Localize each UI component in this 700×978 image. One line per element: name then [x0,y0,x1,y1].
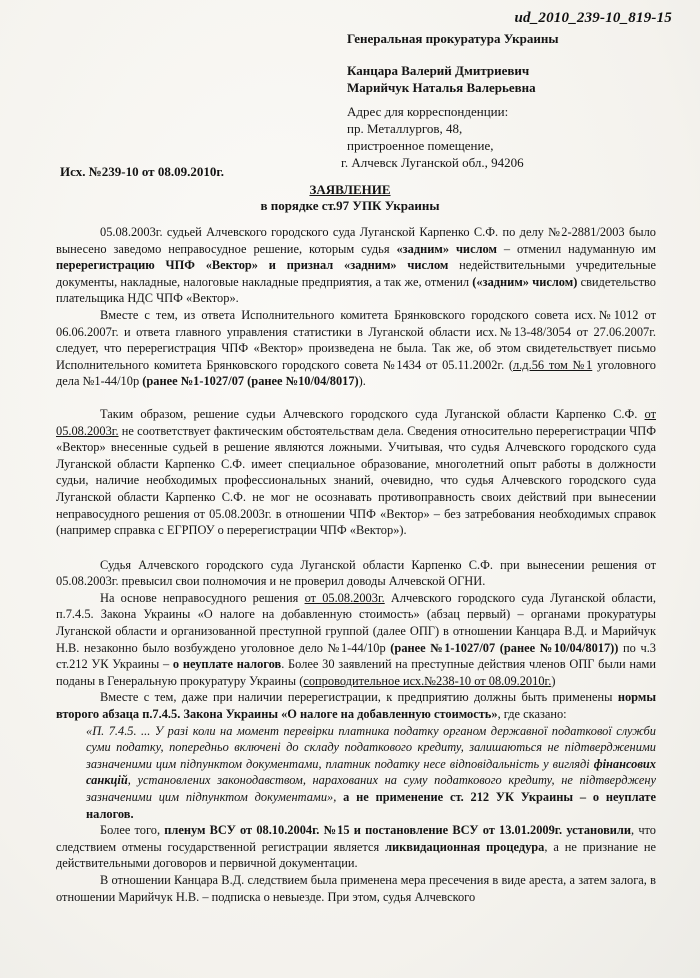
outgoing-reference: Исх. №239-10 от 08.09.2010г. [60,164,225,179]
p5-text-d: (ранее №1-1027/07 (ранее №10/04/8017)) [390,640,619,655]
sender-address [341,103,524,171]
paragraph-6 [56,689,656,722]
address-city: г. Алчевск Луганской обл., 94206 [341,155,524,170]
p5-text-f: о неуплате налогов [172,657,282,672]
p5-text-c: Алчевского городского суда Луганской области, п.7.4.5. Закона Украины «О налоге на добавленную стоимость» (абзац первый) – органами прокуратуры Луганской области и организованной преступной группой (далее ОПГ) в отношении Канцара В.Д. и Марийчук Н.В. незаконно было возбуждено уголовное дело №1-44/10р [56,590,656,655]
p5-text-g: . Более 30 заявлений на преступные действия членов ОПГ были нами поданы в Генеральную прокуратуру Украины ( [56,657,656,688]
p6-text-c: , где сказано: [497,707,567,722]
p1-text-c: – отменил надуманную им [496,241,656,256]
p2-text-d: (ранее №1-1027/07 (ранее №10/04/8017) [142,374,359,389]
sender-names [347,62,536,96]
document-title [0,182,700,214]
p7-text-c: , что следствием отмены государственной регистрации является [56,823,656,854]
p6-text-a: Вместе с тем, даже при наличии перерегистрации, к предприятию должны быть применены [100,690,618,705]
p7-text-d: ликвидационная процедура [385,839,545,854]
document-body [56,224,656,905]
title-line-2: в порядке ст.97 УПК Украины [260,198,440,213]
p6-text-b: нормы второго абзаца п.7.4.5. Закона Украины «О налоге на добавленную стоимость» [56,690,656,722]
p3-text-a: Таким образом, решение судьи Алчевского городского суда Луганской области Карпенко С.Ф. [100,406,645,421]
paragraph-1 [56,224,656,307]
p5-text-a: На основе неправосудного решения [100,590,305,605]
address-street: пр. Металлургов, 48, [347,121,463,136]
sender-name-2: Марийчук Наталья Валерьевна [347,80,536,95]
document-id-stamp: ud_2010_239-10_819-15 [514,10,672,26]
paragraph-3 [56,406,656,539]
p1-text-f: («задним» числом) [472,274,578,289]
p7-text-e: , а не признание не действительными договоров и первичной документации. [56,839,656,871]
quote-text-b: фінансових санкцій [86,756,656,788]
p2-text-b: л.д.56 том №1 [513,357,593,372]
p5-text-i: ) [551,673,556,688]
addressee-org: Генеральная прокуратура Украины [347,31,559,46]
p2-text-c: уголовного дела №1-44/10р [56,357,656,389]
address-label: Адрес для корреспонденции: [347,104,509,119]
p3-text-b: от 05.08.2003г. [56,406,656,438]
paragraph-2 [56,307,656,390]
p1-text-a: 05.08.2003г. судьей Алчевского городского суда Луганской Карпенко С.Ф. по делу №2-2881/2003 было вынесено заведомо неправосудное решение, которым судья [56,225,656,256]
quote-text-d: а не применение ст. 212 УК Украины – о неуплате налогов. [86,790,656,821]
p1-text-b: «задним» числом [396,241,497,256]
quote-text-c: , установлених законодавством, нарахованих на суму податкового кредиту, не підтверджену зазначеними цим підпунктом документами», [86,773,656,804]
paragraph-4: Судья Алчевского городского суда Луганской области Карпенко С.Ф. при вынесении решения от 05.08.2003г. превысил свои полномочия и не проверил доводы Алчевской ОГНИ. [56,557,656,589]
paragraph-7 [56,822,656,872]
paragraph-8: В отношении Канцара В.Д. следствием была применена мера пресечения в виде ареста, а затем залога, в отношении Марийчук Н.В. – подписка о невыезде. При этом, судья Алчевского [56,872,656,904]
quote-text-a: «П. 7.4.5. ... У разі коли на момент перевірки платника податку органом державної податкової служби суми податку, попередньо включені до складу податкового кредиту, залишаються не підтвердженими зазначеними цим підпунктом документами, платник податку несе відповідальність у вигляді [86,723,656,771]
law-quote [56,723,656,823]
p5-text-h: сопроводительное исх.№238-10 от 08.09.2010г. [303,673,552,688]
p5-text-e: по ч.3 ст.212 УК Украины – [56,640,656,672]
p7-text-a: Более того, [100,823,165,838]
title-line-1: ЗАЯВЛЕНИЕ [309,182,391,197]
p2-text-e: ). [358,374,366,389]
paragraph-5 [56,590,656,690]
p1-text-g: свидетельство плательщика НДС ЧПФ «Вектор». [56,274,656,306]
address-room: пристроенное помещение, [347,138,494,153]
p5-text-b: от 05.08.2003г. [304,590,385,605]
p1-text-e: недействительными учредительные документы, накладные, налоговые накладные предприятия, а так же, отменил [56,258,656,289]
p1-text-d: перерегистрацию ЧПФ «Вектор» и признал «задним» числом [56,258,449,273]
p2-text-a: Вместе с тем, из ответа Исполнительного комитета Брянковского городского совета исх.№1012 от 06.06.2007г. и ответа главного управления статистики в Луганской области исх.№13-48/3054 от 27.06.2007г. следует, что перерегистрация ЧПФ «Вектор» произведена не была. Так же, об этом свидетельствует письмо Исполнительного комитета Брянковского городского совета №1434 от 05.11.2002г. ( [56,307,656,372]
sender-name-1: Канцара Валерий Дмитриевич [347,63,530,78]
p3-text-c: не соответствует фактическим обстоятельствам дела. Сведения относительно перерегистрации ЧПФ «Вектор» внесенные судьей в решение являются ложными. Учитывая, что судья Алчевского городского суда Луганской области Карпенко С.Ф. имеет специальное образование, многолетний опыт работы в должности судьи, наличие необходимых профессиональных знаний, очевидно, что судья Алчевского городского суда Луганской области Карпенко С.Ф. не мог не осознавать противоправность своих действий при вынесении неправосудного решения от 05.08.2003г. в отношении ЧПФ «Вектор» – без затребования необходимых справок (например справка с ЕГРПОУ о перерегистрации ЧПФ «Вектор»). [56,423,656,538]
p7-text-b: пленум ВСУ от 08.10.2004г. №15 и постановление ВСУ от 13.01.2009г. установили [164,823,632,838]
